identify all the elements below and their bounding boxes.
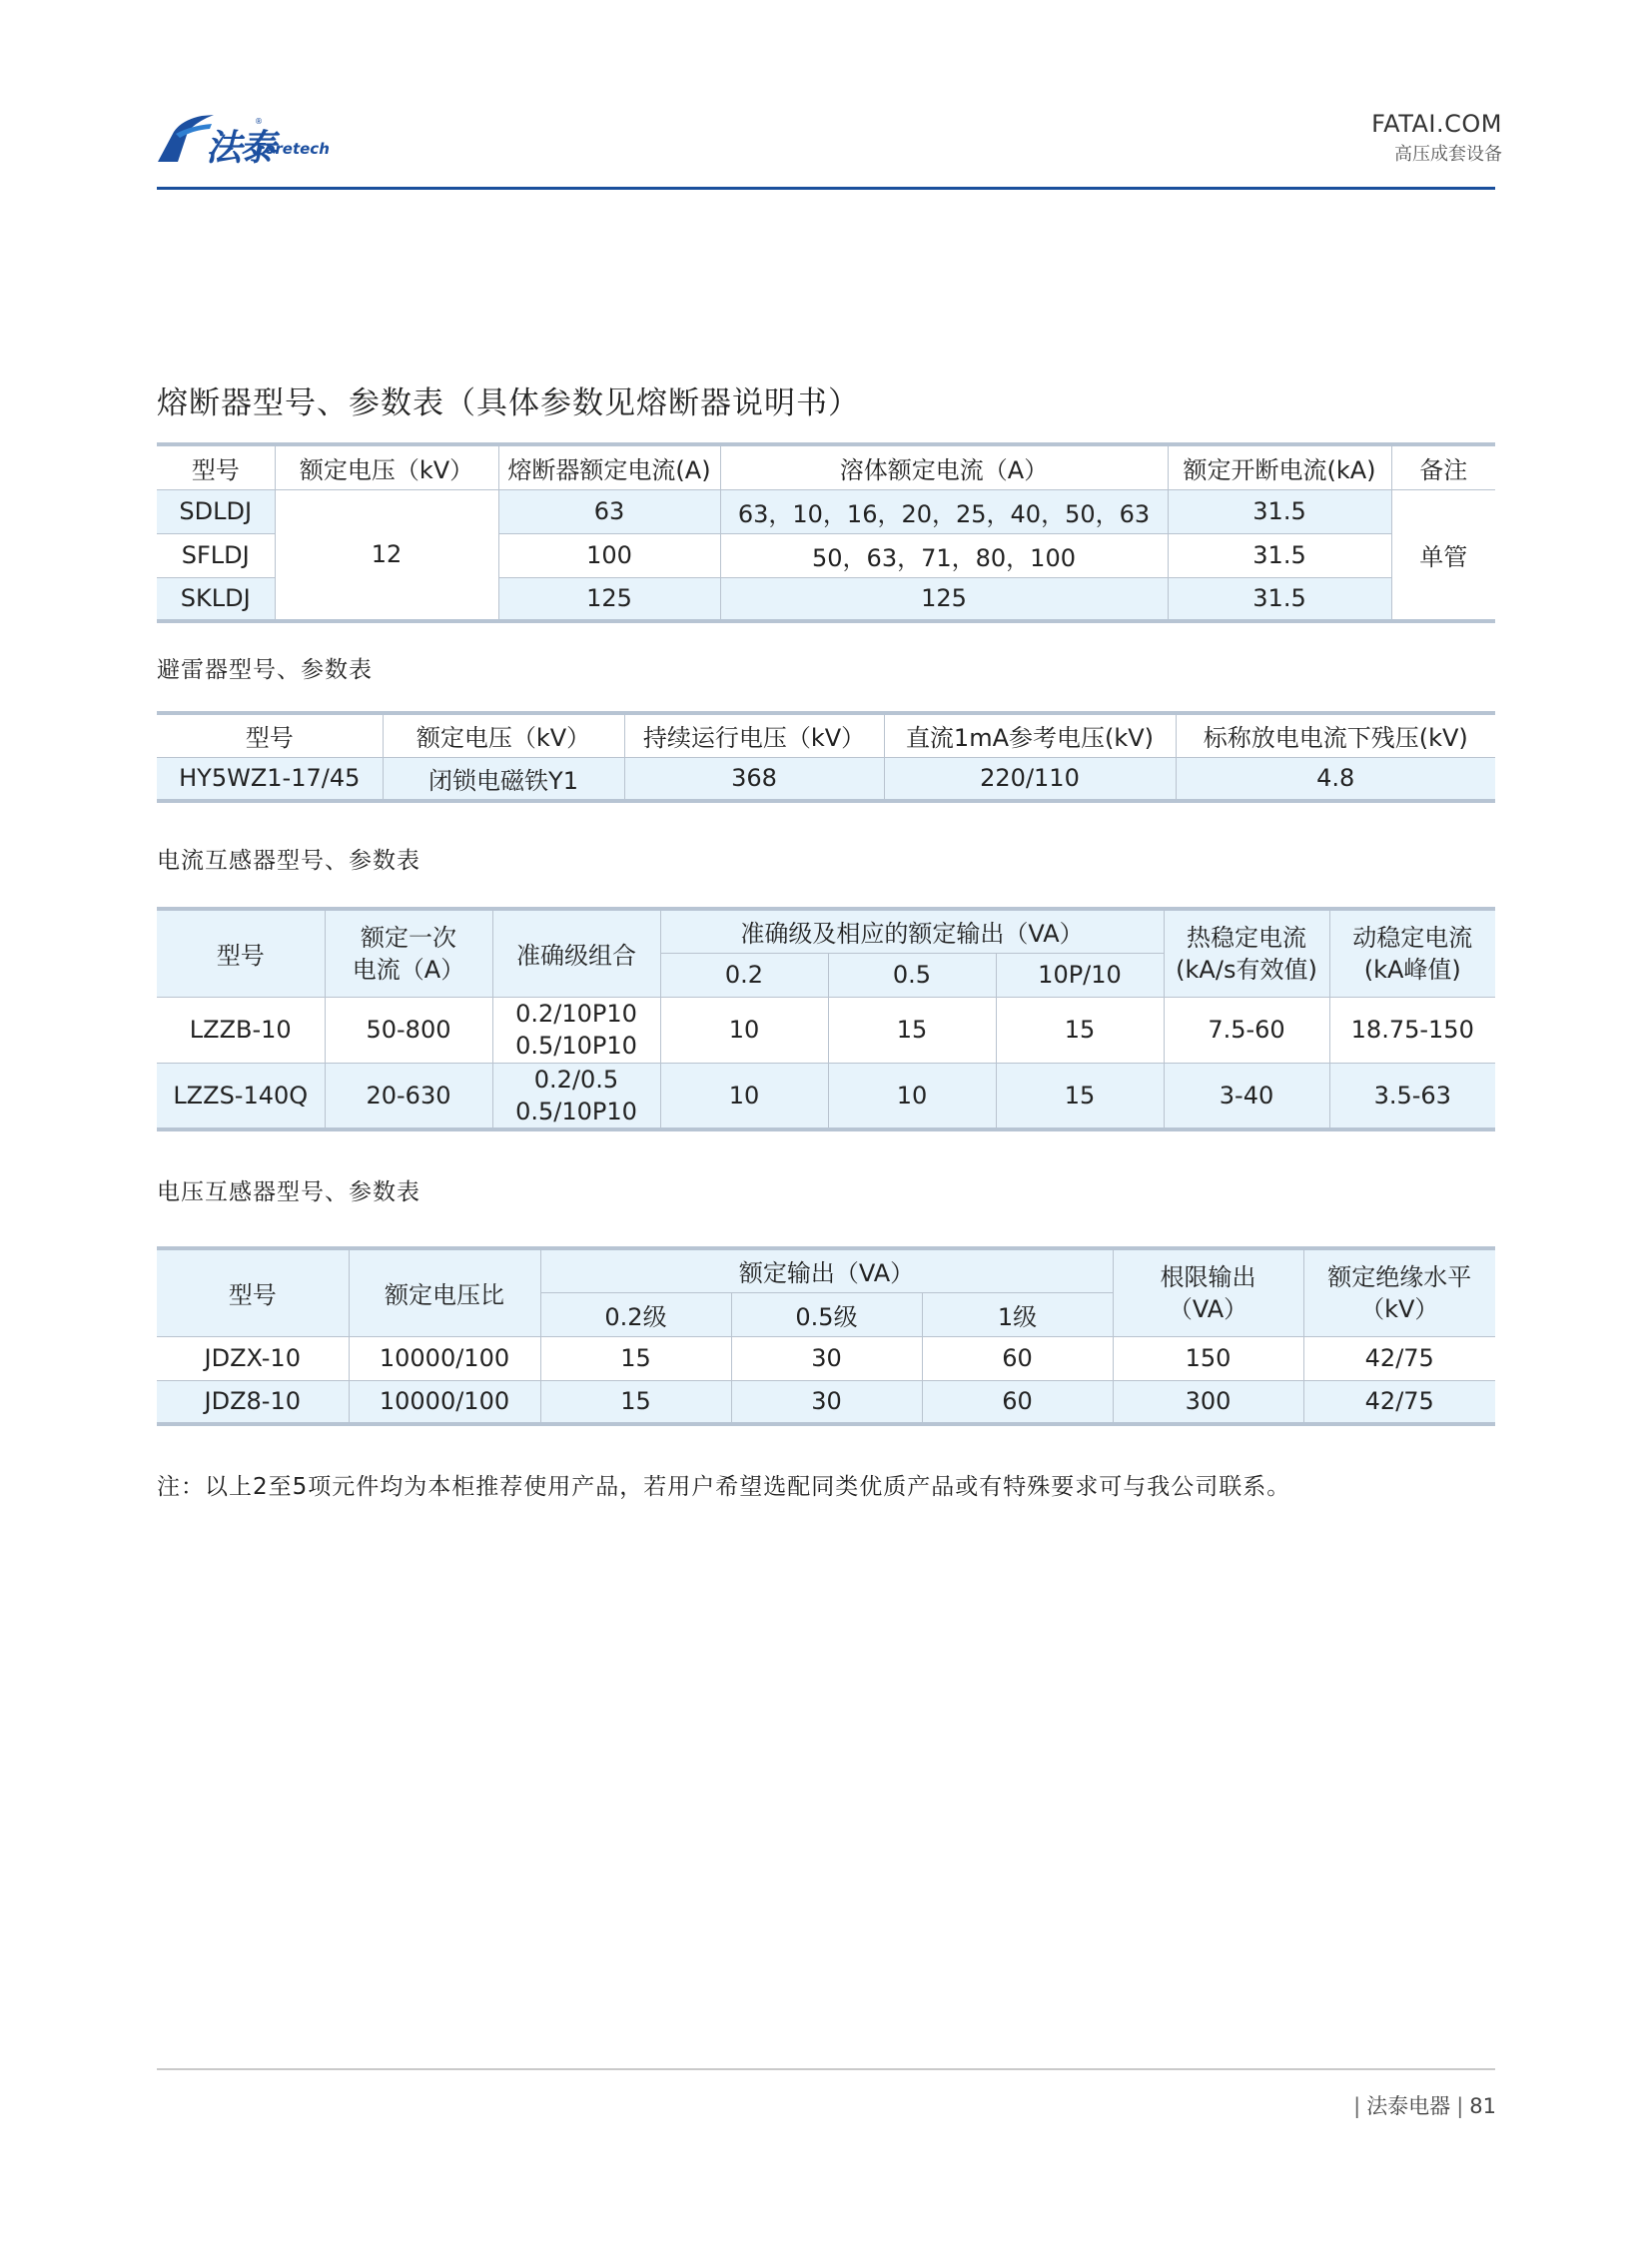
subheader-cell: 1级	[922, 1292, 1113, 1336]
output-cell: 15	[828, 997, 996, 1063]
table-row	[157, 757, 1495, 801]
model-cell: SKLDJ	[157, 577, 275, 621]
arrester-table	[157, 711, 1495, 803]
site-info	[1371, 110, 1502, 166]
footer-separator: |	[1353, 2094, 1361, 2118]
table-row	[157, 1380, 1495, 1424]
dynamic-cell: 18.75-150	[1329, 997, 1495, 1063]
combo-line: 0.5/10P10	[515, 1032, 637, 1060]
header-cell: 额定输出（VA）	[540, 1248, 1113, 1292]
melt-current-cell: 125	[720, 577, 1168, 621]
header-cell: 熔断器额定电流(A)	[498, 444, 720, 489]
primary-current-cell: 50-800	[325, 997, 492, 1063]
table-header-row	[157, 713, 1495, 757]
header-cell	[325, 909, 492, 997]
model-cell: HY5WZ1-17/45	[157, 757, 383, 801]
combo-line: 0.5/10P10	[515, 1097, 637, 1125]
table-row	[157, 489, 1495, 533]
header-line: 额定一次	[361, 923, 456, 952]
rated-current-cell: 63	[498, 489, 720, 533]
header-cell	[1329, 909, 1495, 997]
fuse-section-title: 熔断器型号、参数表（具体参数见熔断器说明书）	[157, 385, 860, 421]
header-line: 电流（A）	[352, 955, 465, 984]
voltage-cell: 12	[275, 489, 498, 621]
output-cell: 15	[996, 1063, 1164, 1129]
table-header-row	[157, 909, 1495, 953]
output-cell: 15	[540, 1336, 731, 1380]
output-cell: 15	[996, 997, 1164, 1063]
model-cell: LZZB-10	[157, 997, 325, 1063]
melt-current-cell: 50，63，71，80，100	[720, 533, 1168, 577]
header-cell: 持续运行电压（kV）	[624, 713, 884, 757]
header-cell: 型号	[157, 1248, 349, 1336]
header-line: （kV）	[1360, 1294, 1439, 1323]
model-cell: JDZ8-10	[157, 1380, 349, 1424]
header-line: 热稳定电流	[1187, 923, 1306, 952]
header-cell: 额定电压（kV）	[275, 444, 498, 489]
header-cell: 备注	[1391, 444, 1495, 489]
header-cell: 额定电压（kV）	[383, 713, 624, 757]
footer-separator: |	[1456, 2094, 1464, 2118]
header-cell: 标称放电电流下残压(kV)	[1176, 713, 1495, 757]
table-header-row	[157, 1248, 1495, 1292]
header-cell: 直流1mA参考电压(kV)	[884, 713, 1176, 757]
header-line: 额定绝缘水平	[1327, 1262, 1472, 1291]
ct-table	[157, 907, 1495, 1131]
combo-cell	[492, 997, 660, 1063]
model-cell: SFLDJ	[157, 533, 275, 577]
output-cell: 60	[922, 1380, 1113, 1424]
combo-line: 0.2/0.5	[533, 1065, 619, 1094]
continuous-voltage-cell: 368	[624, 757, 884, 801]
header-cell: 溶体额定电流（A）	[720, 444, 1168, 489]
insulation-cell: 42/75	[1303, 1380, 1495, 1424]
page-footer	[1347, 2090, 1496, 2120]
header-cell: 额定开断电流(kA)	[1168, 444, 1391, 489]
output-cell: 10	[828, 1063, 996, 1129]
subheader-cell: 10P/10	[996, 953, 1164, 997]
ct-section-title: 电流互感器型号、参数表	[157, 848, 420, 874]
output-cell: 30	[731, 1380, 922, 1424]
page-number: 81	[1469, 2094, 1496, 2118]
output-cell: 10	[660, 997, 828, 1063]
subheader-cell: 0.2	[660, 953, 828, 997]
melt-current-cell: 63，10，16，20，25，40，50，63	[720, 489, 1168, 533]
header-cell: 准确级组合	[492, 909, 660, 997]
breaking-current-cell: 31.5	[1168, 533, 1391, 577]
company-logo	[156, 112, 346, 167]
reference-voltage-cell: 220/110	[884, 757, 1176, 801]
vt-table	[157, 1246, 1495, 1426]
header-line: （VA）	[1168, 1294, 1248, 1323]
site-subtitle: 高压成套设备	[1394, 144, 1502, 165]
remark-cell: 单管	[1391, 489, 1495, 621]
rated-current-cell: 100	[498, 533, 720, 577]
header-divider	[157, 187, 1495, 190]
header-cell: 型号	[157, 909, 325, 997]
header-cell	[1303, 1248, 1495, 1336]
footer-company: 法泰电器	[1366, 2094, 1451, 2118]
model-cell: LZZS-140Q	[157, 1063, 325, 1129]
header-cell: 额定电压比	[349, 1248, 540, 1336]
header-line: (kA/s有效值)	[1176, 955, 1317, 984]
header-line: 动稳定电流	[1352, 923, 1473, 952]
output-cell: 60	[922, 1336, 1113, 1380]
header-line: (kA峰值)	[1363, 955, 1461, 984]
header-line: 根限输出	[1160, 1262, 1256, 1291]
primary-current-cell: 20-630	[325, 1063, 492, 1129]
header-cell: 型号	[157, 713, 383, 757]
breaking-current-cell: 31.5	[1168, 577, 1391, 621]
insulation-cell: 42/75	[1303, 1336, 1495, 1380]
logo-english: Foretech	[256, 140, 330, 158]
vt-section-title: 电压互感器型号、参数表	[157, 1179, 420, 1205]
subheader-cell: 0.5级	[731, 1292, 922, 1336]
ratio-cell: 10000/100	[349, 1336, 540, 1380]
model-cell: JDZX-10	[157, 1336, 349, 1380]
arrester-section-title: 避雷器型号、参数表	[157, 657, 373, 683]
thermal-cell: 7.5-60	[1164, 997, 1329, 1063]
thermal-cell: 3-40	[1164, 1063, 1329, 1129]
limit-output-cell: 300	[1113, 1380, 1303, 1424]
site-url: FATAI.COM	[1371, 110, 1502, 138]
ratio-cell: 10000/100	[349, 1380, 540, 1424]
output-cell: 30	[731, 1336, 922, 1380]
output-cell: 10	[660, 1063, 828, 1129]
breaking-current-cell: 31.5	[1168, 489, 1391, 533]
combo-cell	[492, 1063, 660, 1129]
subheader-cell: 0.5	[828, 953, 996, 997]
model-cell: SDLDJ	[157, 489, 275, 533]
combo-line: 0.2/10P10	[515, 1000, 637, 1028]
limit-output-cell: 150	[1113, 1336, 1303, 1380]
footnote: 注：以上2至5项元件均为本柜推荐使用产品，若用户希望选配同类优质产品或有特殊要求可与我公司联系。	[157, 1474, 1291, 1500]
footer-divider	[157, 2068, 1495, 2070]
header-cell	[1113, 1248, 1303, 1336]
logo-chinese: 法泰	[206, 128, 275, 169]
header-cell: 型号	[157, 444, 275, 489]
header-cell	[1164, 909, 1329, 997]
logo-registered: ®	[255, 117, 263, 126]
table-row	[157, 1063, 1495, 1129]
rated-current-cell: 125	[498, 577, 720, 621]
table-header-row	[157, 444, 1495, 489]
header-cell: 准确级及相应的额定输出（VA）	[660, 909, 1164, 953]
residual-voltage-cell: 4.8	[1176, 757, 1495, 801]
dynamic-cell: 3.5-63	[1329, 1063, 1495, 1129]
voltage-cell: 闭锁电磁铁Y1	[383, 757, 624, 801]
table-row	[157, 997, 1495, 1063]
table-row	[157, 1336, 1495, 1380]
subheader-cell: 0.2级	[540, 1292, 731, 1336]
fuse-table	[157, 442, 1495, 623]
output-cell: 15	[540, 1380, 731, 1424]
